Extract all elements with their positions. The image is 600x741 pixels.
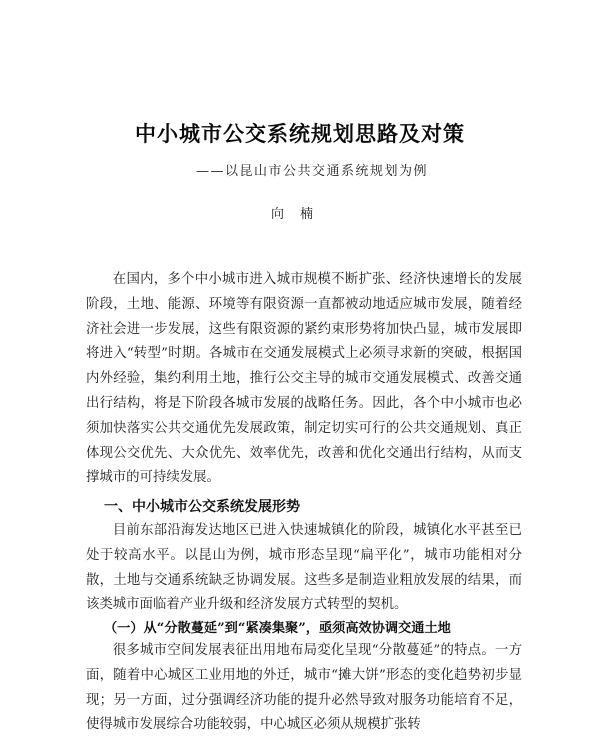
subsection-heading: （一）从“分散蔓延”到“紧凑集聚”，亟须高效协调交通土地 [104,621,451,636]
article-title: 中小城市公交系统规划思路及对策 [135,121,465,146]
section-paragraph: 目前东部沿海发达地区已进入快速城镇化的阶段，城镇化水平甚至已处于较高水平。以昆山为例，城市形态呈现“扁平化”，城市功能相对分散，土地与交通系统缺乏协调发展。这些多是制造业粗放发展的结果，而该类城市面临着产业升级和经济发展方式转型的契机。 [86,523,522,613]
article-author: 向楠 [270,207,329,222]
article-subtitle: ——以昆山市公共交通系统规划为例 [196,164,429,179]
subsection-paragraph: 很多城市空间发展表征出用地布局変化呈现“分散蔓延”的特点。一方面，随着中心城区工业用地的外迁，城市“摊大饼”形态的变化趋势初步显现；另一方面，过分强调经济功能的提升必然导致对服务功能培育不足，使得城市发展综合功能较弱，中心城区必须从规模扩张转 [86,643,522,733]
section-heading: 一、中小城市公交系统发展形势 [104,499,300,515]
intro-paragraph: 在国内，多个中小城市进入城市规模不断扩张、经济快速增长的发展阶段，土地、能源、环境等有限资源一直都被动地适应城市发展，随着经济社会进一步发展，这些有限资源的紧约束形势将加快凸显，城市发展即将进入“转型”时期。各城市在交通发展模式上必须寻求新的突破，根据国内外经验，集约利用土地，推行公交主导的城市交通发展模式、改善交通出行结构，将是下阶段各城市发展的战略任务。因此，各个中小城市也必须加快落实公共交通优先发展政策，制定切实可行的公共交通规划、真正体现公交优先、大众优先、效率优先，改善和优化交通出行结构，从而支撑城市的可持续发展。 [86,272,522,486]
